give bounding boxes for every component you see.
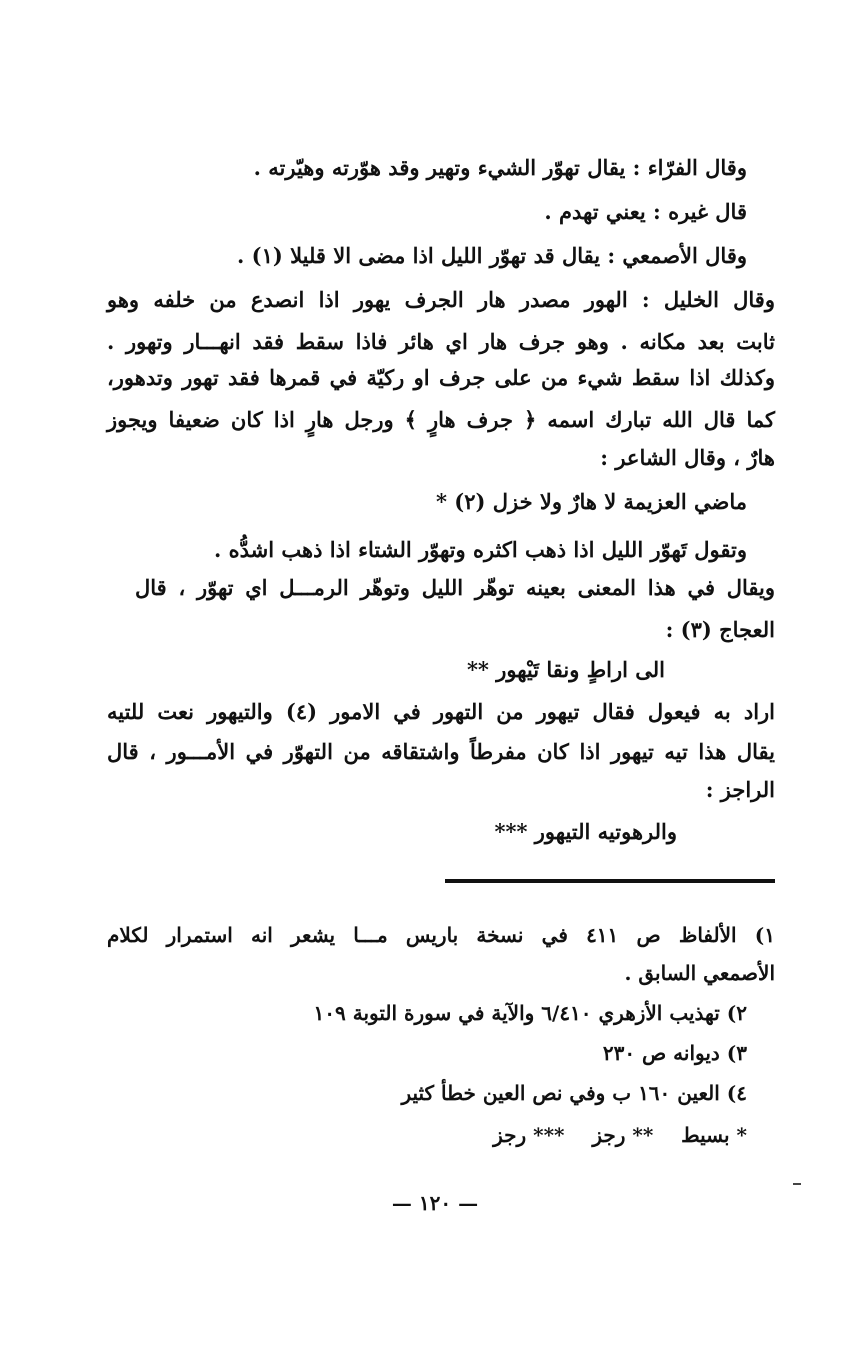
footnote-line: ٣) ديوانه ص ٢٣٠ xyxy=(602,1041,747,1065)
footnote-meter-key: * بسيط ** رجز *** رجز xyxy=(493,1123,747,1147)
text-line: وكذلك اذا سقط شيء من على جرف او ركيّة في قمرها فقد تهور وتدهور، xyxy=(107,365,775,390)
footnote-line: ١) الألفاظ ص ٤١١ في نسخة باريس مـــا يشعر انه استمرار لكلام xyxy=(107,923,776,947)
text-line: العجاج (٣) : xyxy=(665,617,775,642)
text-line: يقال هذا تيه تيهور اذا كان مفرطاً واشتقاقه من التهوّر في الأمـــور ، قال xyxy=(107,739,775,764)
footnote-line: الأصمعي السابق . xyxy=(624,961,775,985)
text-line: قال غيره : يعني تهدم . xyxy=(544,199,747,224)
footnote-line: ٢) تهذيب الأزهري ٦/٤١٠ والآية في سورة التوبة ١٠٩ xyxy=(313,1001,747,1025)
text-line: وتقول تَهوّر الليل اذا ذهب اكثره وتهوّر الشتاء اذا ذهب اشدُّه . xyxy=(214,537,747,562)
text-line: هارٌ ، وقال الشاعر : xyxy=(600,445,775,470)
footnote-separator xyxy=(445,879,775,883)
text-line: وقال الخليل : الهور مصدر هار الجرف يهور اذا انصدع من خلفه وهو xyxy=(107,287,775,312)
verse-line: والرهوتيه التيهور *** xyxy=(494,819,677,844)
text-line: وقال الأصمعي : يقال قد تهوّر الليل اذا مضى الا قليلا (١) . xyxy=(237,243,747,268)
text-line: كما قال الله تبارك اسمه ﴿ جرف هارٍ ﴾ ورجل هارٍ اذا كان ضعيفا ويجوز xyxy=(107,407,775,432)
text-line: وقال الفرّاء : يقال تهوّر الشيء وتهير وقد هوّرته وهيّرته . xyxy=(253,155,747,180)
text-line: ويقال في هذا المعنى بعينه توهّر الليل وتوهّر الرمـــل اي تهوّر ، قال xyxy=(135,575,775,600)
text-line: الراجز : xyxy=(705,777,775,802)
footnote-line: ٤) العين ١٦٠ ب وفي نص العين خطأ كثير xyxy=(401,1081,747,1105)
scan-speck xyxy=(793,1183,801,1185)
page-number: — ١٢٠ — xyxy=(391,1191,479,1215)
text-line: اراد به فيعول فقال تيهور من التهور في الامور (٤) والتيهور نعت للتيه xyxy=(107,699,775,724)
verse-line: الى اراطٍ ونقا تَيْهور ** xyxy=(466,657,665,682)
verse-line: ماضي العزيمة لا هارٌ ولا خزل (٢) * xyxy=(435,489,747,514)
text-line: ثابت بعد مكانه . وهو جرف هار اي هائر فاذا سقط فقد انهـــار وتهور . xyxy=(107,329,775,354)
